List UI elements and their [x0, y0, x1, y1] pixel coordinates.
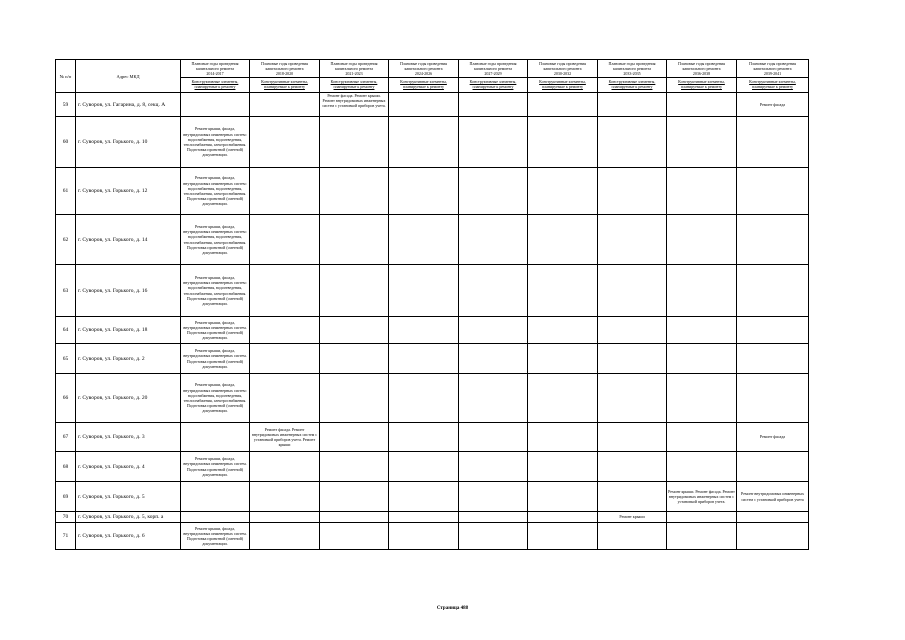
- header-period: Плановые годы проведения капитального ремонта 2036-2038 Конструктивные элементы, планируемые к ремонту: [667, 60, 737, 93]
- planned-works-cell: [598, 482, 667, 512]
- row-number: 69: [56, 482, 76, 512]
- planned-works-cell: [598, 523, 667, 550]
- table-row: [56, 344, 809, 374]
- planned-works-cell: [181, 482, 250, 512]
- planned-works-cell: Ремонт крыши, фасада, внутридомовых инженерных систем: водоснабжения, водоотведения, теплоснабжения, электроснабжения. Подготовка проектной (сметной) документации.: [181, 265, 250, 317]
- planned-works-cell: [737, 265, 809, 317]
- planned-works-cell: Ремонт фасада. Ремонт крыши. Ремонт внутридомовых инженерных систем с установкой приборов учета.: [320, 93, 389, 117]
- planned-works-cell: [389, 317, 459, 344]
- planned-works-cell: [459, 93, 528, 117]
- row-number: 62: [56, 215, 76, 265]
- planned-works-cell: [737, 117, 809, 168]
- planned-works-cell: [737, 317, 809, 344]
- planned-works-cell: [320, 317, 389, 344]
- planned-works-cell: [598, 374, 667, 423]
- table-row: [56, 265, 809, 317]
- planned-works-cell: [459, 523, 528, 550]
- planned-works-cell: Ремонт крыши: [598, 512, 667, 523]
- planned-works-cell: [667, 93, 737, 117]
- planned-works-cell: [181, 93, 250, 117]
- planned-works-cell: [459, 117, 528, 168]
- header-period: Плановые годы проведения капитального ремонта 2014-2017 Конструктивные элементы, планируемые к ремонту: [181, 60, 250, 93]
- planned-works-cell: [389, 344, 459, 374]
- planned-works-cell: Ремонт крыши, фасада, внутридомовых инженерных систем: водоснабжения, водоотведения, теплоснабжения, электроснабжения. Подготовка проектной (сметной) документации.: [181, 215, 250, 265]
- planned-works-cell: [459, 482, 528, 512]
- row-number: 64: [56, 317, 76, 344]
- planned-works-cell: [459, 265, 528, 317]
- row-number: 61: [56, 168, 76, 215]
- planned-works-cell: [389, 215, 459, 265]
- planned-works-cell: [389, 117, 459, 168]
- planned-works-cell: [667, 117, 737, 168]
- planned-works-cell: [320, 452, 389, 482]
- planned-works-cell: Ремонт фасада: [737, 423, 809, 452]
- planned-works-cell: [459, 317, 528, 344]
- planned-works-cell: [389, 168, 459, 215]
- planned-works-cell: [528, 452, 598, 482]
- row-address: г. Суворов, ул. Горького, д. 5: [76, 482, 181, 512]
- planned-works-cell: [737, 512, 809, 523]
- header-period: Плановые годы проведения капитального ремонта 2033-2035 Конструктивные элементы, планируемые к ремонту: [598, 60, 667, 93]
- planned-works-cell: [528, 215, 598, 265]
- planned-works-cell: [459, 512, 528, 523]
- planned-works-cell: Ремонт крыши, фасада, внутридомовых инженерных систем. Подготовка проектной (сметной) документации.: [181, 317, 250, 344]
- planned-works-cell: [459, 423, 528, 452]
- header-period: Плановые годы проведения капитального ремонта 2027-2029 Конструктивные элементы, планируемые к ремонту: [459, 60, 528, 93]
- row-address: г. Суворов, ул. Горького, д. 3: [76, 423, 181, 452]
- header-period: Плановые годы проведения капитального ремонта 2021-2023 Конструктивные элементы, планируемые к ремонту: [320, 60, 389, 93]
- table-row: [56, 117, 809, 168]
- header-period: Плановые годы проведения капитального ремонта 2024-2026 Конструктивные элементы, планируемые к ремонту: [389, 60, 459, 93]
- planned-works-cell: [250, 215, 320, 265]
- planned-works-cell: [389, 423, 459, 452]
- row-number: 63: [56, 265, 76, 317]
- planned-works-cell: [320, 423, 389, 452]
- planned-works-cell: [598, 93, 667, 117]
- planned-works-cell: [598, 452, 667, 482]
- planned-works-cell: [320, 512, 389, 523]
- table-row: [56, 374, 809, 423]
- row-number: 68: [56, 452, 76, 482]
- planned-works-cell: [181, 423, 250, 452]
- planned-works-cell: Ремонт крыши, фасада, внутридомовых инженерных систем. Подготовка проектной (сметной) документации.: [181, 344, 250, 374]
- header-address: Адрес МКД: [76, 60, 181, 93]
- table-row: [56, 423, 809, 452]
- planned-works-cell: [320, 344, 389, 374]
- planned-works-cell: [250, 265, 320, 317]
- planned-works-cell: [667, 423, 737, 452]
- row-address: г. Суворов, ул. Горького, д. 10: [76, 117, 181, 168]
- planned-works-cell: [528, 265, 598, 317]
- table-row: [56, 523, 809, 550]
- planned-works-cell: [389, 523, 459, 550]
- planned-works-cell: Ремонт крыши, фасада, внутридомовых инженерных систем: водоснабжения, водоотведения, теплоснабжения, электроснабжения. Подготовка проектной (сметной) документации.: [181, 168, 250, 215]
- planned-works-cell: [250, 117, 320, 168]
- planned-works-cell: [459, 215, 528, 265]
- planned-works-cell: [389, 265, 459, 317]
- table-header-row: [56, 60, 809, 93]
- planned-works-cell: [250, 512, 320, 523]
- table-row: [56, 168, 809, 215]
- planned-works-cell: [320, 215, 389, 265]
- planned-works-cell: Ремонт внутридомовых инженерных систем с установкой приборов учета: [737, 482, 809, 512]
- table-row: [56, 452, 809, 482]
- planned-works-cell: [528, 93, 598, 117]
- planned-works-cell: [528, 117, 598, 168]
- planned-works-cell: [598, 317, 667, 344]
- header-period: Плановые годы проведения капитального ремонта 2018-2020 Конструктивные элементы, планируемые к ремонту: [250, 60, 320, 93]
- planned-works-cell: [528, 168, 598, 215]
- row-number: 59: [56, 93, 76, 117]
- planned-works-cell: [598, 265, 667, 317]
- planned-works-cell: Ремонт крыши, фасада, внутридомовых инженерных систем: водоснабжения, водоотведения, теплоснабжения, электроснабжения. Подготовка проектной (сметной) документации.: [181, 374, 250, 423]
- planned-works-cell: [320, 482, 389, 512]
- planned-works-cell: [737, 168, 809, 215]
- planned-works-cell: [667, 523, 737, 550]
- planned-works-cell: [250, 374, 320, 423]
- planned-works-cell: [598, 168, 667, 215]
- planned-works-cell: [389, 482, 459, 512]
- row-address: г. Суворов, ул. Горького, д. 12: [76, 168, 181, 215]
- row-number: 71: [56, 523, 76, 550]
- row-number: 65: [56, 344, 76, 374]
- planned-works-cell: [389, 374, 459, 423]
- row-number: 67: [56, 423, 76, 452]
- planned-works-cell: [528, 523, 598, 550]
- planned-works-cell: [250, 93, 320, 117]
- planned-works-cell: [667, 317, 737, 344]
- row-address: г. Суворов, ул. Горького, д. 18: [76, 317, 181, 344]
- header-period: Плановые годы проведения капитального ремонта 2039-2041 Конструктивные элементы, планируемые к ремонту: [737, 60, 809, 93]
- row-number: 70: [56, 512, 76, 523]
- planned-works-cell: [667, 512, 737, 523]
- table-row: [56, 482, 809, 512]
- planned-works-cell: Ремонт крыши. Ремонт фасада. Ремонт внутридомовых инженерных систем с установкой приборов учета.: [667, 482, 737, 512]
- planned-works-cell: Ремонт фасада. Ремонт внутридомовых инженерных систем с установкой приборов учета. Ремонт крыши: [250, 423, 320, 452]
- table-row: [56, 215, 809, 265]
- planned-works-cell: [667, 168, 737, 215]
- planned-works-cell: [459, 452, 528, 482]
- row-number: 66: [56, 374, 76, 423]
- planned-works-cell: [598, 423, 667, 452]
- planned-works-cell: [250, 317, 320, 344]
- planned-works-cell: [320, 523, 389, 550]
- planned-works-cell: [528, 423, 598, 452]
- repair-schedule-table: [55, 59, 809, 550]
- planned-works-cell: Ремонт крыши, фасада, внутридомовых инженерных систем: водоснабжения, водоотведения, теплоснабжения, электроснабжения. Подготовка проектной (сметной) документации.: [181, 117, 250, 168]
- planned-works-cell: [250, 482, 320, 512]
- row-address: г. Суворов, ул. Горького, д. 2: [76, 344, 181, 374]
- table-row: [56, 93, 809, 117]
- planned-works-cell: [598, 117, 667, 168]
- planned-works-cell: [667, 374, 737, 423]
- row-address: г. Суворов, ул. Горького, д. 16: [76, 265, 181, 317]
- planned-works-cell: [459, 168, 528, 215]
- row-address: г. Суворов, ул. Гагарина, д. 8, секц. А: [76, 93, 181, 117]
- table-body: [56, 93, 809, 550]
- planned-works-cell: [667, 452, 737, 482]
- header-period: Плановые годы проведения капитального ремонта 2030-2032 Конструктивные элементы, планируемые к ремонту: [528, 60, 598, 93]
- row-address: г. Суворов, ул. Горького, д. 20: [76, 374, 181, 423]
- schedule-table-sheet: [55, 59, 808, 550]
- header-num: № п/п: [56, 60, 76, 93]
- planned-works-cell: [598, 344, 667, 374]
- planned-works-cell: [320, 265, 389, 317]
- planned-works-cell: [737, 215, 809, 265]
- planned-works-cell: [459, 344, 528, 374]
- planned-works-cell: [737, 374, 809, 423]
- row-number: 60: [56, 117, 76, 168]
- table-row: [56, 512, 809, 523]
- planned-works-cell: [737, 523, 809, 550]
- planned-works-cell: Ремонт крыши, фасада, внутридомовых инженерных систем. Подготовка проектной (сметной) документации.: [181, 452, 250, 482]
- table-row: [56, 317, 809, 344]
- planned-works-cell: [181, 512, 250, 523]
- page-number: Страница 488: [436, 606, 469, 611]
- row-address: г. Суворов, ул. Горького, д. 6: [76, 523, 181, 550]
- planned-works-cell: [250, 452, 320, 482]
- planned-works-cell: [389, 93, 459, 117]
- planned-works-cell: Ремонт фасада: [737, 93, 809, 117]
- planned-works-cell: [320, 168, 389, 215]
- planned-works-cell: [528, 344, 598, 374]
- planned-works-cell: [598, 215, 667, 265]
- planned-works-cell: [389, 512, 459, 523]
- planned-works-cell: [250, 168, 320, 215]
- planned-works-cell: [528, 482, 598, 512]
- planned-works-cell: [737, 344, 809, 374]
- planned-works-cell: [320, 374, 389, 423]
- row-address: г. Суворов, ул. Горького, д. 4: [76, 452, 181, 482]
- row-address: г. Суворов, ул. Горького, д. 5, корп. а: [76, 512, 181, 523]
- planned-works-cell: [667, 344, 737, 374]
- planned-works-cell: [250, 523, 320, 550]
- row-address: г. Суворов, ул. Горького, д. 14: [76, 215, 181, 265]
- planned-works-cell: [528, 317, 598, 344]
- planned-works-cell: Ремонт крыши, фасада, внутридомовых инженерных систем. Подготовка проектной (сметной) документации.: [181, 523, 250, 550]
- planned-works-cell: [667, 265, 737, 317]
- planned-works-cell: [667, 215, 737, 265]
- planned-works-cell: [737, 452, 809, 482]
- planned-works-cell: [320, 117, 389, 168]
- planned-works-cell: [528, 374, 598, 423]
- planned-works-cell: [389, 452, 459, 482]
- planned-works-cell: [250, 344, 320, 374]
- planned-works-cell: [459, 374, 528, 423]
- planned-works-cell: [528, 512, 598, 523]
